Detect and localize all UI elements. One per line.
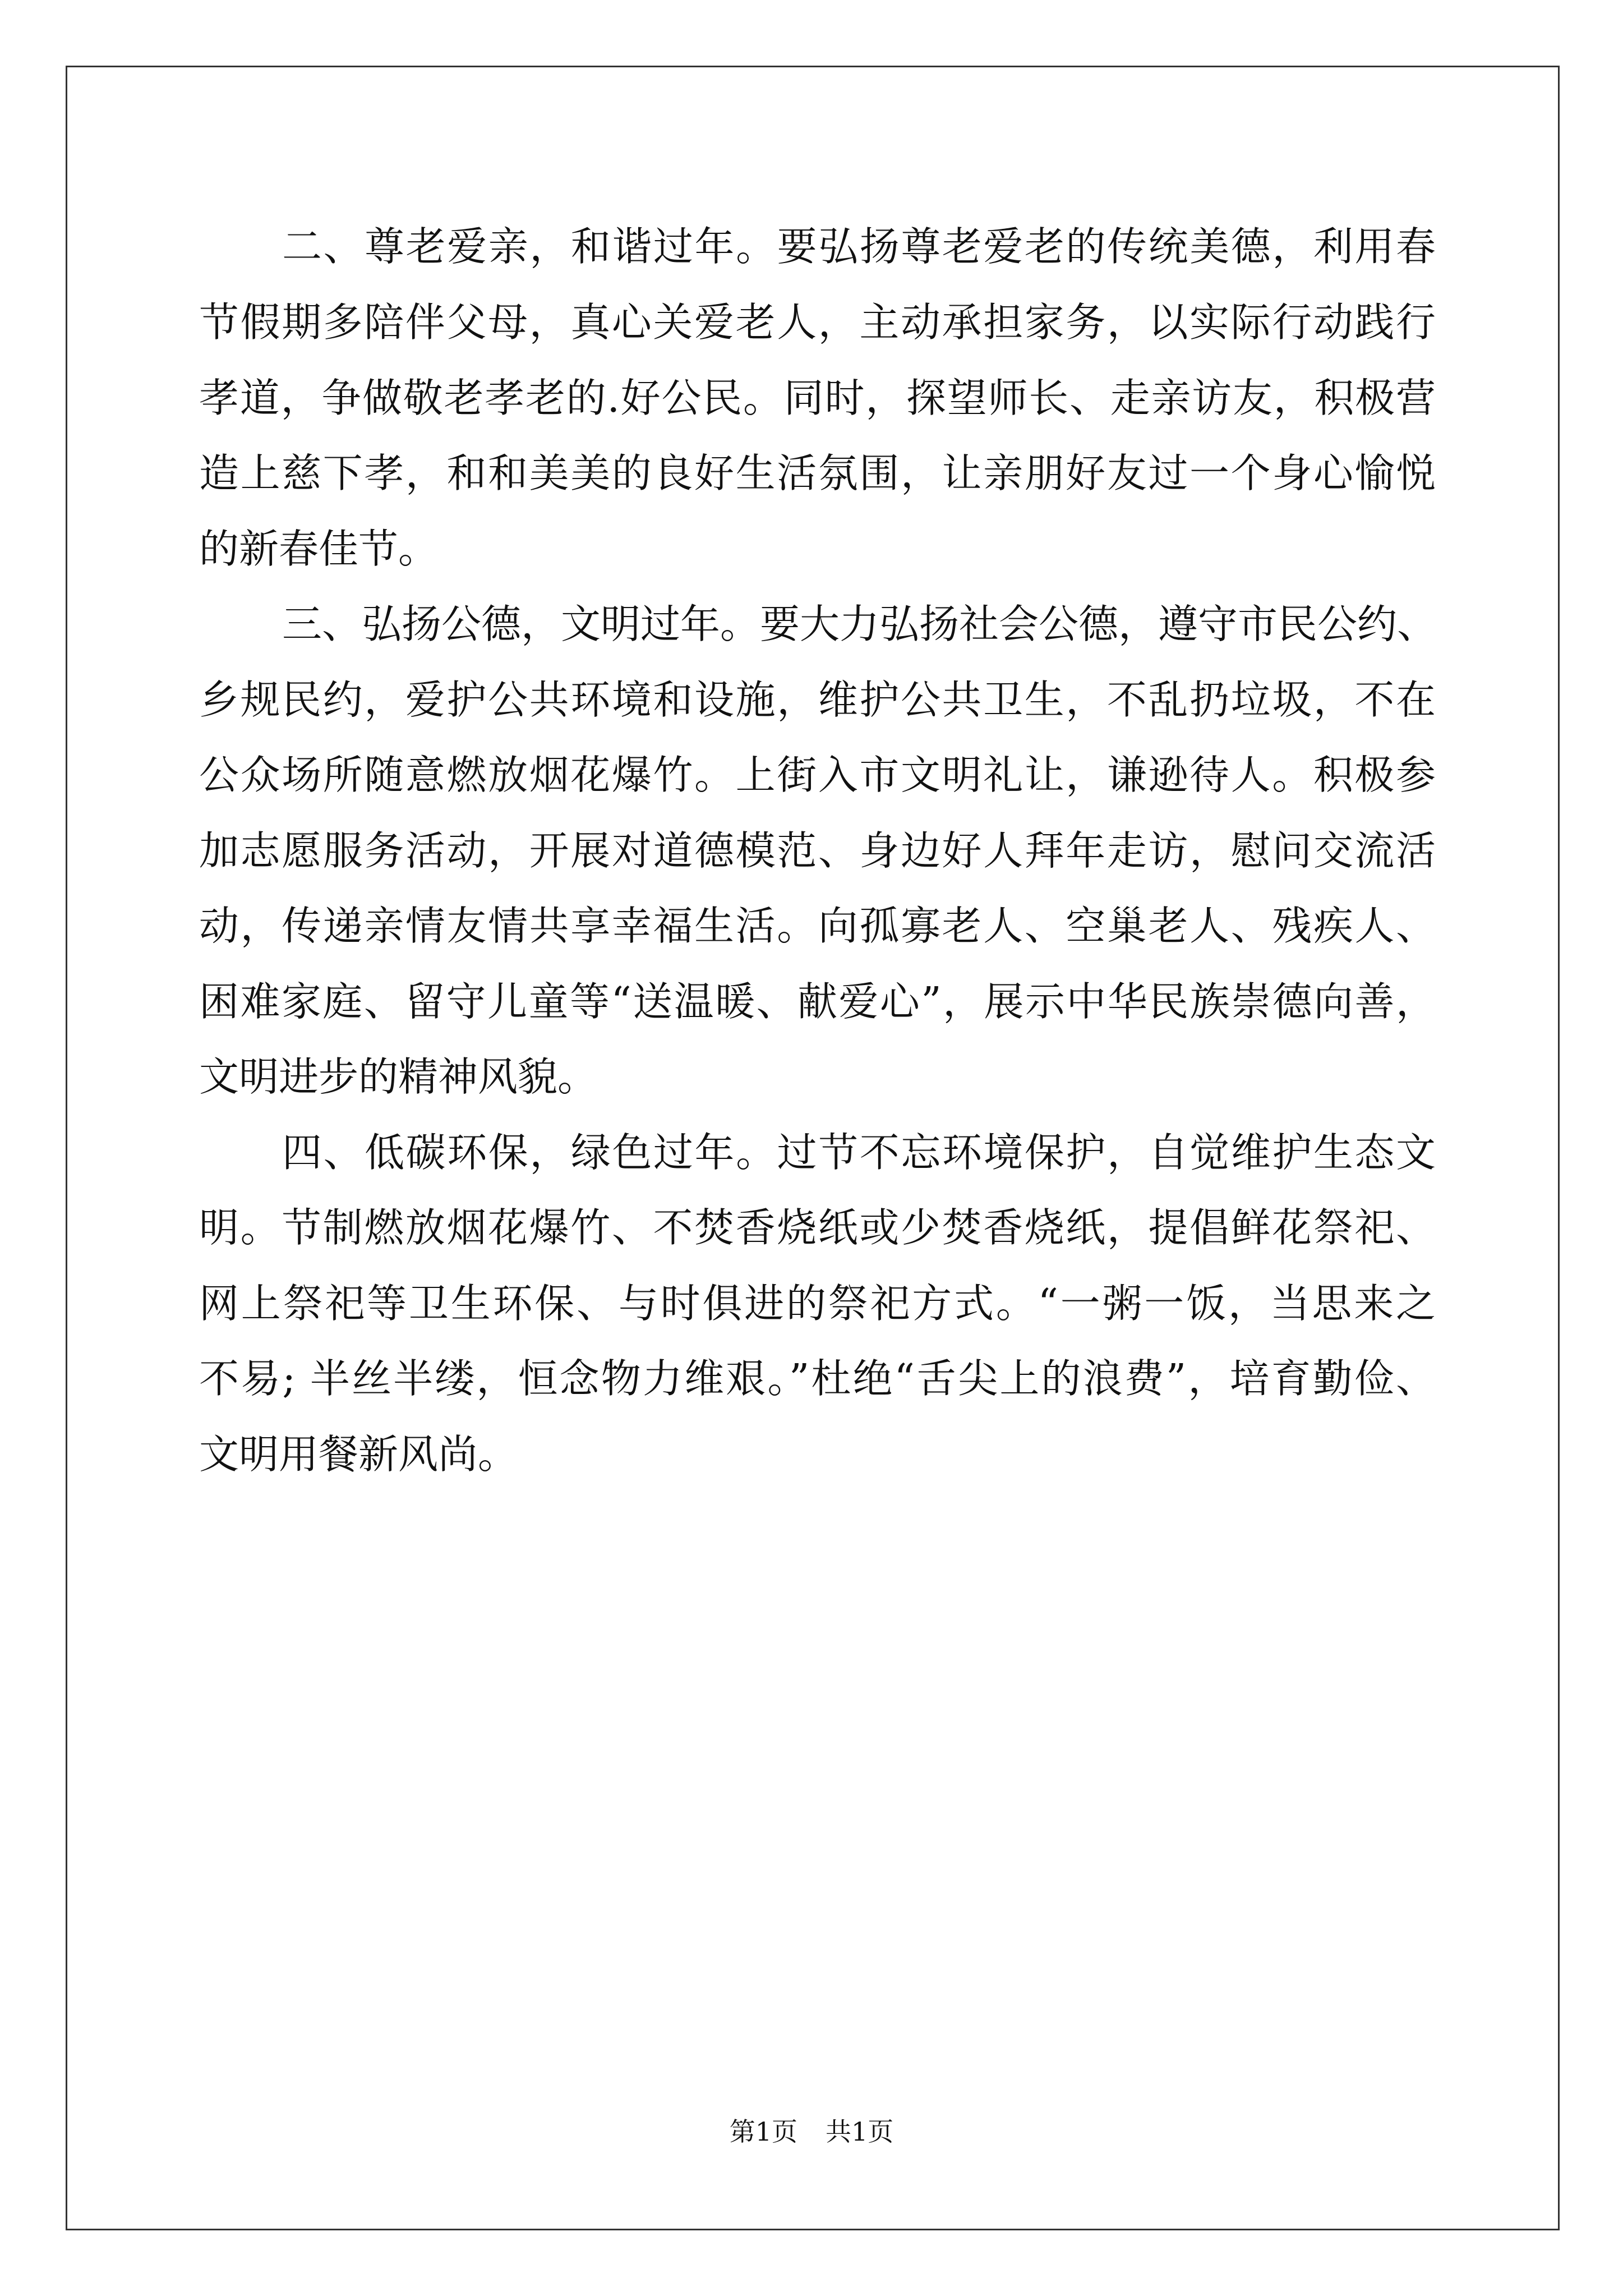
paragraph-line: 孝道，争做敬老孝老的.好公民。同时，探望师长、走亲访友，积极营 bbox=[199, 375, 1436, 421]
page-total: 共1页 bbox=[826, 2116, 894, 2147]
paragraph-line: 困难家庭、留守儿童等“送温暖、献爱心”，展示中华民族崇德向善， bbox=[199, 978, 1436, 1025]
paragraph-line: 三、弘扬公德，文明过年。要大力弘扬社会公德，遵守市民公约、 bbox=[282, 601, 1437, 647]
paragraph-line: 不易; 半丝半缕，恒念物力维艰。”杜绝“舌尖上的浪费”，培育勤俭、 bbox=[199, 1355, 1436, 1402]
paragraph-line: 动，传递亲情友情共享幸福生活。向孤寡老人、空巢老人、残疾人、 bbox=[199, 903, 1436, 949]
paragraph-line: 文明用餐新风尚。 bbox=[199, 1431, 518, 1478]
page-number: 第1页 bbox=[729, 2116, 797, 2147]
paragraph-line: 乡规民约，爱护公共环境和设施，维护公共卫生，不乱扔垃圾，不在 bbox=[199, 677, 1436, 723]
paragraph-line: 造上慈下孝，和和美美的良好生活氛围，让亲朋好友过一个身心愉悦 bbox=[199, 450, 1436, 496]
paragraph-line: 文明进步的精神风貌。 bbox=[199, 1053, 598, 1100]
paragraph-line: 的新春佳节。 bbox=[199, 526, 439, 572]
paragraph-line: 网上祭祀等卫生环保、与时俱进的祭祀方式。“一粥一饭，当思来之 bbox=[199, 1280, 1436, 1327]
paragraph-line: 明。节制燃放烟花爆竹、不焚香烧纸或少焚香烧纸，提倡鲜花祭祀、 bbox=[199, 1204, 1436, 1251]
paragraph-line: 节假期多陪伴父母，真心关爱老人，主动承担家务，以实际行动践行 bbox=[199, 299, 1436, 346]
paragraph-line: 四、低碳环保，绿色过年。过节不忘环境保护，自觉维护生态文 bbox=[282, 1129, 1436, 1176]
paragraph-line: 二、尊老爱亲，和谐过年。要弘扬尊老爱老的传统美德，利用春 bbox=[282, 223, 1436, 270]
paragraph-line: 加志愿服务活动，开展对道德模范、身边好人拜年走访，慰问交流活 bbox=[199, 827, 1436, 874]
page-footer bbox=[0, 2115, 1623, 2148]
paragraph-line: 公众场所随意燃放烟花爆竹。上街入市文明礼让，谦逊待人。积极参 bbox=[199, 752, 1436, 798]
